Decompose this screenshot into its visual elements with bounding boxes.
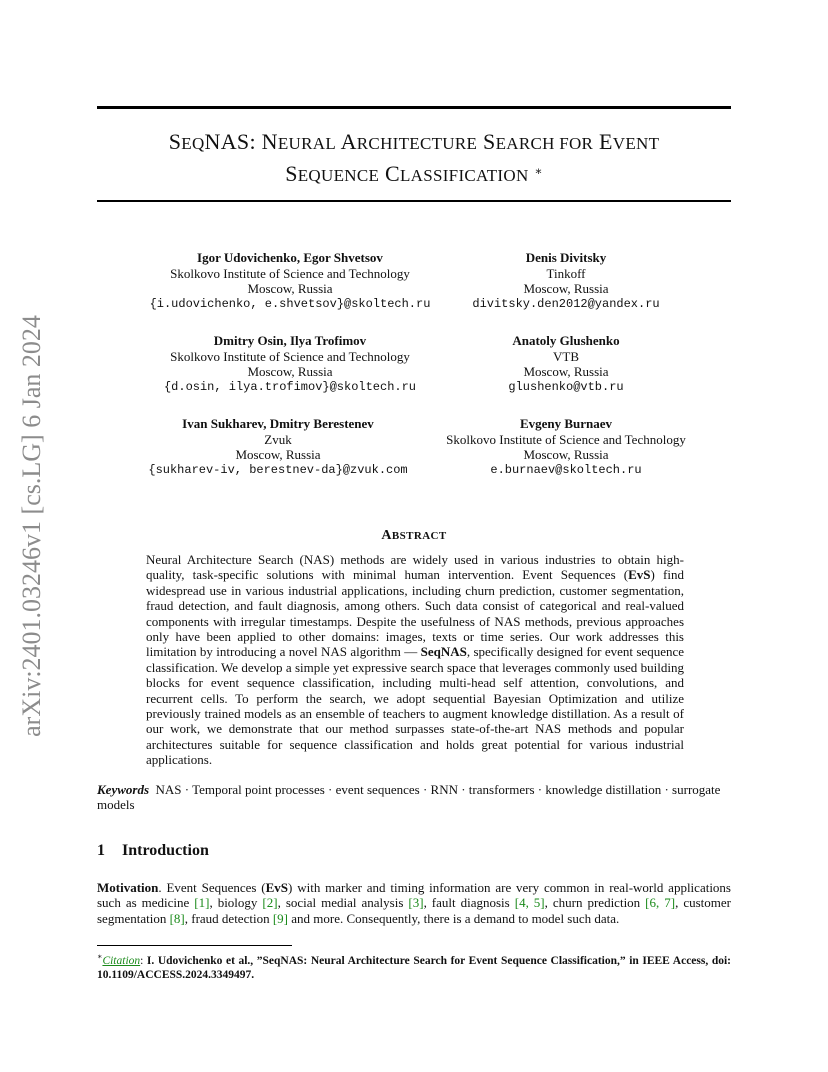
title-footnote-mark: ∗	[534, 164, 543, 178]
citation-link[interactable]: [2]	[262, 895, 278, 911]
citation-link[interactable]: [1]	[194, 895, 210, 911]
keywords-label: Keywords	[97, 782, 149, 797]
title-rule-top	[97, 106, 731, 109]
citation-link[interactable]: [9]	[272, 910, 288, 926]
title-rule-bottom	[97, 200, 731, 202]
section-heading-introduction: 1 Introduction	[97, 842, 209, 859]
author-block-2: Denis Divitsky Tinkoff Moscow, Russia divitsky.den2012@yandex.ru	[472, 250, 660, 311]
citation-link[interactable]: [8]	[169, 910, 185, 926]
author-block-1: Igor Udovichenko, Egor Shvetsov Skolkovo Institute of Science and Technology Moscow, Russia {i.udovichenko, e.shvetsov}@skoltech.ru	[149, 250, 431, 311]
keywords: Keywords NAS · Temporal point processes · event sequences · RNN · transformers · knowledge distillation · surrogate models	[97, 782, 721, 813]
author-block-5: Ivan Sukharev, Dmitry Berestenev Zvuk Moscow, Russia {sukharev-iv, berestnev-da}@zvuk.com	[148, 416, 408, 477]
citation-footnote-link[interactable]: Citation	[102, 954, 141, 967]
footnote: ∗Citation: I. Udovichenko et al., ”SeqNAS: Neural Architecture Search for Event Sequence Classification,” in IEEE Access, doi: 10.1109/ACCESS.2024.3349497.	[97, 952, 731, 981]
arxiv-side-label: arXiv:2401.03246v1 [cs.LG] 6 Jan 2024	[17, 315, 46, 737]
footnote-rule	[97, 945, 292, 946]
abstract-heading: ABSTRACT	[381, 528, 447, 543]
author-block-4: Anatoly Glushenko VTB Moscow, Russia glushenko@vtb.ru	[508, 333, 624, 394]
author-block-6: Evgeny Burnaev Skolkovo Institute of Science and Technology Moscow, Russia e.burnaev@skoltech.ru	[446, 416, 686, 477]
citation-link[interactable]: [4, 5]	[514, 895, 545, 911]
paper-title: SEQNAS: NEURAL ARCHITECTURE SEARCH FOR EVENT SEQUENCE CLASSIFICATION ∗	[168, 129, 660, 186]
citation-link[interactable]: [3]	[408, 895, 424, 911]
citation-link[interactable]: [6, 7]	[645, 895, 676, 911]
author-block-3: Dmitry Osin, Ilya Trofimov Skolkovo Institute of Science and Technology Moscow, Russia {d.osin, ilya.trofimov}@skoltech.ru	[163, 333, 417, 394]
introduction-paragraph: Motivation. Event Sequences (EvS) with marker and timing information are very common in real-world applications such as medicine [1], biology [2], social medial analysis [3], fault diagnosis [4, 5], churn prediction [6, 7], customer segmentation [8], fraud detection [9] and more. Consequently, there is a demand to model such data.	[97, 880, 731, 926]
abstract-text: Neural Architecture Search (NAS) methods are widely used in various industries to obtain high-quality, task-specific solutions with minimal human intervention. Event Sequences (EvS) find widespread use in various industrial applications, including churn prediction, customer segmentation, fraud detection, and fault diagnosis, among others. Such data consist of categorical and real-valued components with irregular timestamps. Despite the usefulness of NAS methods, previous approaches only have been applied to other domains: images, texts or time series. Our work addresses this limitation by introducing a novel NAS algorithm — SeqNAS, specifically designed for event sequence classification. We develop a simple yet expressive search space that leverages commonly used building blocks for event sequence classification, including multi-head self attention, convolutions, and recurrent cells. To perform the search, we adopt sequential Bayesian Optimization and utilize previously trained models as an ensemble of teachers to augment knowledge distillation. As a result of our work, we demonstrate that our method surpasses state-of-the-art NAS methods and popular architectures suitable for sequence classification and holds great potential for various industrial applications.	[146, 552, 684, 768]
